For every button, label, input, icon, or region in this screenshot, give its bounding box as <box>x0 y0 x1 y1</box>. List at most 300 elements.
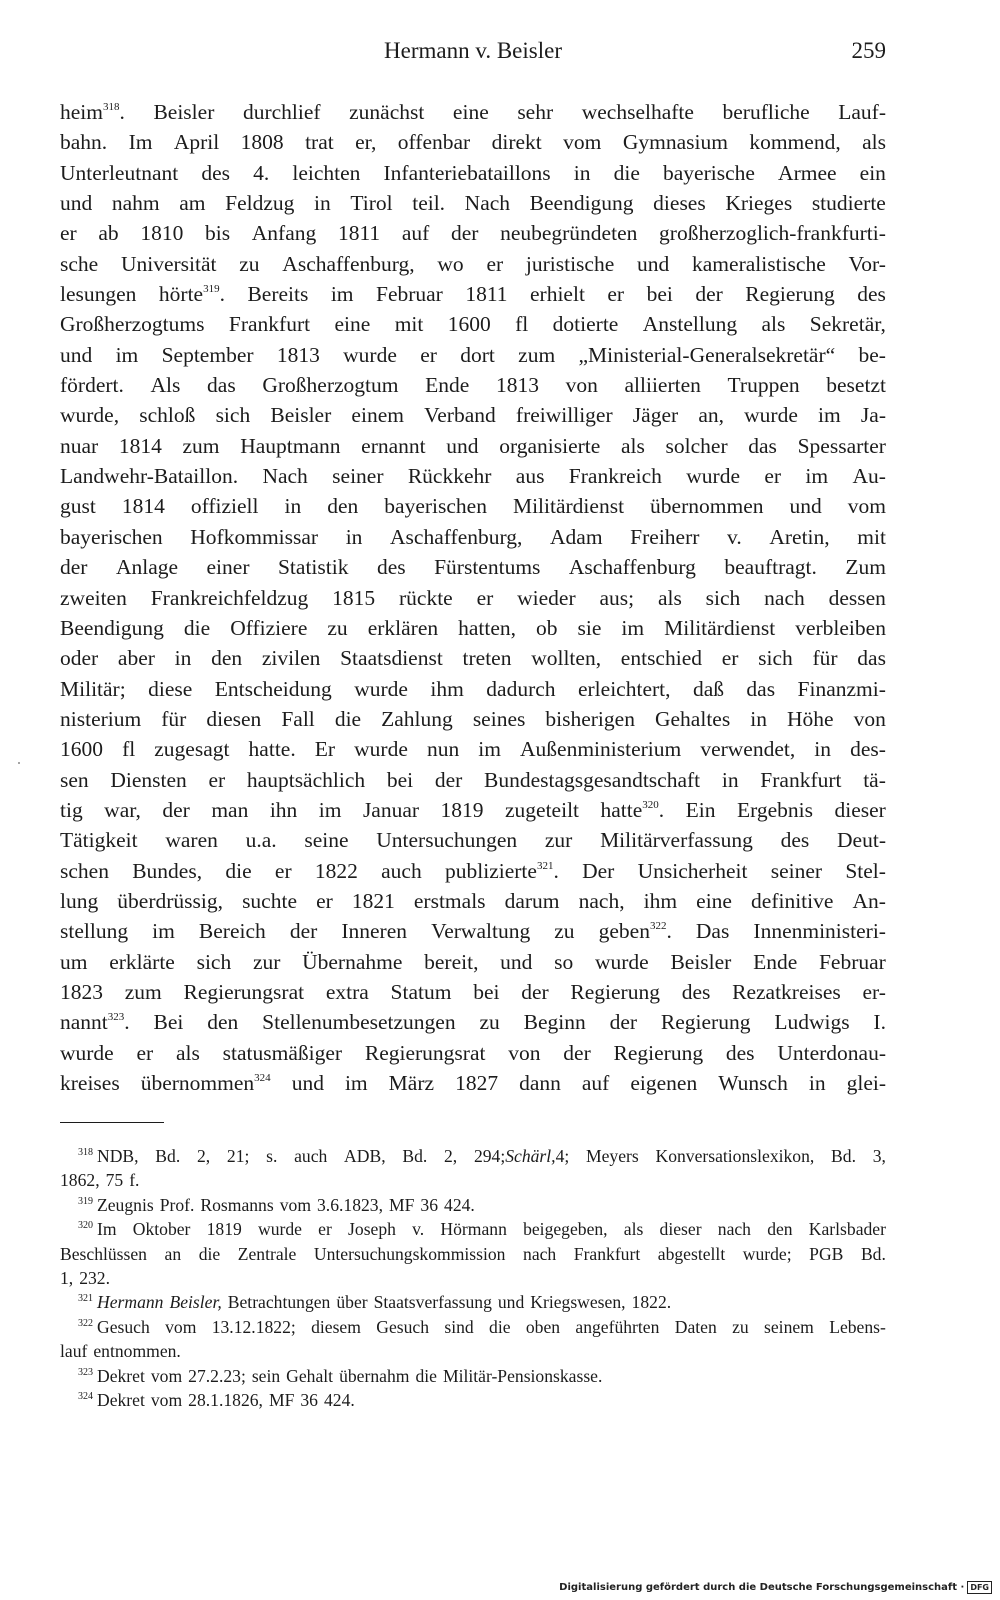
footnote-word: 13.12.1822; <box>211 1316 296 1337</box>
word: ernannt <box>361 433 426 458</box>
word: direkt <box>491 130 542 155</box>
word: bei <box>646 282 673 307</box>
footnote-319 <box>60 1193 886 1217</box>
page-number: 259 <box>851 38 886 63</box>
footnote-word: sein <box>251 1365 281 1386</box>
body-line <box>60 552 886 582</box>
footnote-word: Konversationslexikon, <box>655 1146 815 1166</box>
word: Beendigung <box>60 615 164 640</box>
word: Fall <box>281 706 315 731</box>
footnote-lead: 322 Gesuch <box>78 1315 150 1339</box>
footnote-marker[interactable]: 318 <box>103 101 120 113</box>
word: nuar <box>60 433 99 458</box>
word: wurde <box>594 949 649 974</box>
word: eine <box>696 888 732 913</box>
footnote-word: beigegeben, <box>523 1219 608 1240</box>
word: offenbar <box>397 130 471 155</box>
footnote-word: Beisler, <box>169 1292 222 1313</box>
footnote-word: Oktober <box>132 1219 191 1240</box>
word: der <box>162 797 190 822</box>
word: extra <box>325 979 369 1004</box>
word: des- <box>850 737 886 762</box>
word: glei- <box>846 1071 886 1095</box>
word: Der <box>582 858 615 883</box>
word: er <box>764 464 782 489</box>
word: Diensten <box>110 767 187 792</box>
word: be- <box>858 342 886 367</box>
word: Frankfurt <box>228 312 311 337</box>
word: und <box>60 191 93 216</box>
word: und <box>637 251 670 276</box>
word: Fürstentums <box>434 555 541 580</box>
word: besetzt <box>826 373 886 398</box>
word: Stel- <box>845 858 886 883</box>
word: Untersuchungen <box>376 828 518 853</box>
word: dann <box>519 1071 561 1095</box>
word: 1821 <box>351 888 395 913</box>
footnote-word: 3, <box>872 1146 886 1166</box>
footnote-word: MF <box>388 1194 415 1215</box>
word: hatte$^{320}$. <box>600 797 665 822</box>
word: von <box>565 373 598 398</box>
footnote-lead: 323 Dekret <box>78 1364 145 1388</box>
word: waren <box>165 828 218 853</box>
footnote-word: oben <box>525 1316 561 1337</box>
word: nun <box>426 737 460 762</box>
footnote-word: ADB, <box>344 1146 386 1166</box>
footnote-word: Frankfurt <box>573 1243 641 1264</box>
footnote-word: er <box>318 1219 332 1240</box>
word: bei <box>473 979 500 1004</box>
word: sehr <box>517 100 554 124</box>
word: 1815 <box>332 585 376 610</box>
word: das <box>746 676 776 701</box>
body-line <box>60 461 886 491</box>
body-line <box>60 886 886 916</box>
word: Aretin, <box>769 524 830 549</box>
footnote-token <box>266 1144 277 1168</box>
word: 1600 <box>60 737 103 762</box>
word: dadurch <box>486 676 556 701</box>
word: und <box>60 342 93 367</box>
body-line <box>60 400 886 430</box>
footnote-word: wurde; <box>742 1243 792 1264</box>
word: Anlage <box>115 555 179 580</box>
footnote-word: 27.2.23; <box>188 1365 246 1386</box>
word: Adam <box>550 524 603 549</box>
footnote-word: Gesuch <box>376 1316 430 1337</box>
word: Militärdienst <box>664 615 776 640</box>
word: zu <box>239 251 260 276</box>
word: aus <box>515 464 545 489</box>
footnote-token <box>443 1364 602 1388</box>
word: Statistik <box>277 555 349 580</box>
word: sich <box>758 646 793 671</box>
word: hatten, <box>458 615 517 640</box>
word: Bereich <box>198 919 266 944</box>
word: in <box>808 1071 826 1095</box>
footnote-324 <box>60 1388 886 1412</box>
body-line <box>60 1038 886 1068</box>
word: der <box>60 555 88 580</box>
word: fl <box>122 737 136 762</box>
word: Frankreichfeldzug <box>150 585 309 610</box>
footnote-marker[interactable]: 319 <box>203 283 220 296</box>
word: studierte <box>811 191 886 216</box>
word: beauftragt. <box>724 555 817 580</box>
word: schen <box>60 858 109 883</box>
footnote-318 <box>60 1144 886 1168</box>
body-line <box>60 370 886 400</box>
word: aus; <box>599 585 635 610</box>
footnote-lead: 320 Im <box>78 1217 117 1241</box>
word: ihm <box>643 888 678 913</box>
word: dessen <box>828 585 886 610</box>
word: großherzoglich-frankfurti- <box>659 221 886 246</box>
word: den <box>207 1010 239 1035</box>
word: zu <box>554 919 575 944</box>
word: ob <box>536 615 558 640</box>
word: 1827 <box>455 1071 499 1095</box>
word: ihn <box>269 797 298 822</box>
word: Gehaltes <box>654 706 731 731</box>
footnote-token <box>743 1242 792 1266</box>
footnote-token <box>129 1168 139 1192</box>
word: Höhe <box>787 706 834 731</box>
footnote-token <box>389 1193 414 1217</box>
footnote-token <box>474 1144 569 1168</box>
word: Unsicherheit <box>637 858 748 883</box>
footnote-word: Zentrale <box>237 1243 297 1264</box>
word: bereit, <box>424 949 479 974</box>
word: dort <box>460 342 495 367</box>
footnote-word: 2, <box>196 1146 211 1166</box>
footnote-word: PGB <box>809 1243 844 1264</box>
word: Regierung <box>745 282 835 307</box>
word: auf <box>581 1071 610 1095</box>
word: Das <box>695 919 730 944</box>
scan-speck <box>18 762 20 764</box>
word: verwendet, <box>700 737 796 762</box>
footnote-word: Bd. <box>402 1146 428 1166</box>
word: rückte <box>399 585 453 610</box>
word: zum <box>124 979 162 1004</box>
footnote-token <box>60 1168 100 1192</box>
word: und <box>789 494 822 519</box>
footnote-token <box>200 1193 273 1217</box>
word: suchte <box>242 888 297 913</box>
footnote-continuation <box>60 1339 886 1363</box>
word: Sekretär, <box>809 312 886 337</box>
footnote-word: Meyers <box>585 1146 639 1166</box>
footnote-token <box>764 1315 814 1339</box>
word: sich <box>705 585 741 610</box>
word: statusmäßiger <box>222 1040 343 1065</box>
footnote-word: Joseph <box>348 1219 396 1240</box>
word: Rezatkreises <box>732 979 841 1004</box>
footnote-word: lauf <box>60 1341 88 1362</box>
word: Statum <box>390 979 452 1004</box>
word: kommend, <box>749 130 841 155</box>
word: zweiten <box>60 585 127 610</box>
body-line <box>60 977 886 1007</box>
footnote-marker[interactable]: 323 <box>107 1011 125 1024</box>
word: Wunsch <box>718 1071 788 1095</box>
word: der <box>609 1010 638 1035</box>
word: Frankfurt <box>760 767 842 792</box>
footnote-word: Zeugnis <box>97 1194 154 1215</box>
word: die <box>183 615 211 640</box>
word: eigenen <box>630 1071 698 1095</box>
word: zu <box>327 615 348 640</box>
word: im <box>115 342 139 367</box>
word: kreises <box>60 1071 120 1095</box>
word: an, <box>698 403 724 428</box>
word: Feldzug <box>225 191 295 216</box>
footnote-marker[interactable]: 320 <box>642 798 659 811</box>
body-line <box>60 522 886 552</box>
word: in <box>284 494 302 519</box>
word: I. <box>873 1010 886 1035</box>
footnote-token <box>317 1193 383 1217</box>
word: bis <box>205 221 231 246</box>
footnote-word: Kriegswesen, <box>530 1292 626 1313</box>
word: Innenministeri- <box>753 919 886 944</box>
word: Beisler <box>270 403 332 428</box>
footnote-token <box>530 1290 625 1314</box>
word: in <box>750 706 767 731</box>
word: berufliche <box>722 100 810 124</box>
word: dieser <box>834 797 886 822</box>
word: wollten, <box>531 646 602 671</box>
footnote-token <box>286 1364 333 1388</box>
footnote-word: 2, <box>444 1146 458 1166</box>
word: ein <box>859 160 886 185</box>
footnote-word: f. <box>129 1170 140 1191</box>
footnote-word: v. <box>412 1219 425 1240</box>
word: sen <box>60 767 89 792</box>
dfg-logo-icon: DFG <box>967 1581 992 1594</box>
word: wurde <box>744 403 798 428</box>
word: er <box>420 342 437 367</box>
body-line <box>60 188 886 218</box>
footnote-word: 1819 <box>206 1219 242 1240</box>
footnote-word: 4; <box>555 1146 570 1166</box>
word: Ja- <box>860 403 886 428</box>
word: Hofkommissar <box>190 524 319 549</box>
word: Finanzmi- <box>797 676 886 701</box>
word: als <box>657 585 682 610</box>
footnote-word: 424. <box>323 1389 355 1410</box>
word: erklärte <box>109 949 175 974</box>
footnote-token <box>574 1242 640 1266</box>
footnote-token <box>809 1242 843 1266</box>
word: September <box>161 342 254 367</box>
footnote-word: vom <box>150 1389 183 1410</box>
footnote-word: 3.6.1823, <box>317 1194 383 1215</box>
footnote-token <box>675 1315 717 1339</box>
word: Ein <box>685 797 716 822</box>
word: durchlief <box>242 100 321 124</box>
footnote-word: und <box>497 1292 525 1313</box>
word: Bereits <box>247 282 309 307</box>
word: nahm <box>111 191 160 216</box>
word: und <box>291 1071 324 1095</box>
word: zugeteilt <box>505 797 580 822</box>
word: Außenministerium <box>520 737 682 762</box>
footnote-token <box>829 1315 886 1339</box>
body-line <box>60 1007 886 1037</box>
footnote-token <box>374 1290 492 1314</box>
word: 1813 <box>495 373 539 398</box>
body-line <box>60 583 886 613</box>
word: erklären <box>367 615 439 640</box>
word: des <box>725 1040 755 1065</box>
footnote-token <box>444 1315 473 1339</box>
footnote-word: angeführten <box>575 1316 660 1337</box>
word: publizierte$^{321}$. <box>445 858 559 883</box>
footnote-marker[interactable]: 322 <box>649 920 667 933</box>
footnote-token <box>169 1290 221 1314</box>
word: juristische <box>525 251 615 276</box>
word: vom <box>563 130 602 155</box>
word: die <box>334 706 362 731</box>
word: gust <box>60 494 96 519</box>
word: seiner <box>770 858 823 883</box>
word: zum <box>518 342 556 367</box>
footnote-token <box>165 1242 182 1266</box>
footnote-token <box>199 1242 221 1266</box>
word: Bei <box>153 1010 184 1035</box>
footnote-word: Hörmann <box>440 1219 507 1240</box>
word: im <box>805 464 829 489</box>
word: Ergebnis <box>736 797 814 822</box>
word: auch <box>381 858 422 883</box>
footnote-marker[interactable]: 324 <box>254 1072 271 1084</box>
body-line <box>60 491 886 521</box>
word: bei <box>386 767 414 792</box>
footnote-word: den <box>767 1219 793 1240</box>
word: Offiziere <box>230 615 308 640</box>
body-line <box>60 674 886 704</box>
word: in <box>721 767 739 792</box>
footnote-token <box>212 1315 296 1339</box>
footnote-word: diesem <box>311 1316 361 1337</box>
word: Regierung <box>660 1010 751 1035</box>
word: den <box>211 646 243 671</box>
footnote-token <box>165 1315 196 1339</box>
body-line <box>60 431 886 461</box>
footnote-token <box>155 1144 180 1168</box>
footnote-word: 36 <box>420 1194 439 1215</box>
word: er <box>476 585 494 610</box>
word: dotierte <box>552 312 619 337</box>
footnote-token <box>269 1388 294 1412</box>
word: wurde <box>343 342 397 367</box>
word: Unterleutnant <box>60 160 179 185</box>
footnote-word: 36 <box>300 1389 318 1410</box>
footnote-word: vom <box>150 1365 183 1386</box>
word: Infanteriebataillons <box>383 160 551 185</box>
footnote-word: die <box>489 1316 511 1337</box>
word: leichten <box>292 160 361 185</box>
word: wurde <box>686 464 741 489</box>
word: Regierung <box>570 979 660 1004</box>
body-line <box>60 643 886 673</box>
word: Großherzogtums <box>60 312 205 337</box>
word: Februar <box>818 949 886 974</box>
word: diese <box>148 676 193 701</box>
word: Regierung <box>613 1040 704 1065</box>
word: hatte. <box>248 737 296 762</box>
footnote-token <box>207 1217 242 1241</box>
footnote-token <box>197 1144 210 1168</box>
word: im <box>478 737 501 762</box>
word: Tirol <box>350 191 393 216</box>
word: Bundes, <box>132 858 203 883</box>
word: wurde <box>354 737 408 762</box>
footnote-word: Prof. <box>159 1194 195 1215</box>
word: so <box>554 949 574 974</box>
body-line <box>60 947 886 977</box>
word: in <box>814 737 832 762</box>
footnote-token <box>227 1144 249 1168</box>
word: auf <box>401 221 430 246</box>
word: mit <box>857 524 886 549</box>
footnote-continuation <box>60 1168 886 1192</box>
body-line <box>60 825 886 855</box>
footnote-word: dieser <box>659 1219 702 1240</box>
word: Beisler <box>670 949 732 974</box>
word: um <box>60 949 88 974</box>
word: 1823 <box>60 979 103 1004</box>
footnote-word: seinem <box>764 1316 814 1337</box>
footnote-token <box>318 1217 332 1241</box>
word: Regierungsrat <box>364 1040 486 1065</box>
word: lung <box>60 888 99 913</box>
word: hörte$^{319}$. <box>158 282 225 307</box>
footnote-token <box>133 1217 191 1241</box>
word: wurde <box>354 676 408 701</box>
footnote-token <box>831 1144 856 1168</box>
word: der <box>289 919 318 944</box>
word: der <box>434 767 463 792</box>
body-text <box>60 97 886 1098</box>
word: einer <box>206 555 250 580</box>
word: einem <box>351 403 404 428</box>
word: fördert. <box>60 373 124 398</box>
word: heim$^{318}$. <box>60 100 125 124</box>
footnote-token <box>412 1217 424 1241</box>
word: schloß <box>139 403 196 428</box>
footnote-token <box>523 1217 608 1241</box>
word: zur <box>544 828 573 853</box>
footnote-token <box>344 1144 386 1168</box>
footnote-token <box>660 1217 702 1241</box>
body-line <box>60 309 886 339</box>
word: Inneren <box>341 919 408 944</box>
body-line <box>60 127 886 157</box>
word: seiner <box>332 464 384 489</box>
footnote-token <box>586 1144 639 1168</box>
word: Beisler <box>153 100 215 124</box>
word: sich <box>196 949 232 974</box>
footnote-marker[interactable]: 321 <box>536 859 554 872</box>
word: Nach <box>464 191 511 216</box>
body-line <box>60 97 886 127</box>
word: er, <box>355 130 377 155</box>
footnote-lead: 319 Zeugnis <box>78 1193 154 1217</box>
